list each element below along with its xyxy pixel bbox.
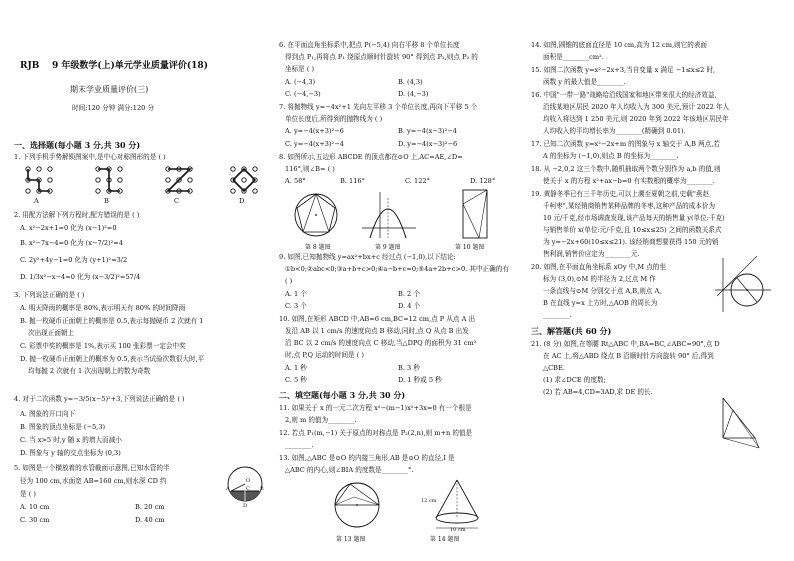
question-stem: 面积是________cm². (543, 53, 604, 61)
rotated-triangle-figure (715, 392, 765, 454)
question-stem: 为 y=−2x+60(10≤x≤21). 该经销商想要获得 150 元的销 (543, 238, 719, 246)
option-d: D. 1/3x²−x−4=0 化为 (x−3/2)²=57/4 (20, 273, 141, 281)
question-stem: ________. (285, 441, 314, 449)
option-c: C. 30 cm (20, 516, 50, 524)
question-stem: 标为 (3,0),⊙M 的半径为 2,过点 M 作 (543, 275, 656, 283)
question-stem: 与销售单价 x(单位:元/千克,且 10≤x≤25) 之间的函数关系式 (543, 226, 722, 234)
question-stem: 坐标是 ( ) (285, 65, 315, 73)
option-a: A. 1 个 (285, 290, 307, 298)
option-a: A. 明天降雨的概率是 80%,表示明天有 80% 的时间降雨 (20, 304, 186, 312)
question-stem: 沿 BC 以 2 cm/s 的速度向点 C 移动,当△DPQ 的面积为 31 cm² (285, 339, 477, 347)
option-c: C. 2y²+4y−1=0 化为 (y+1)²=3/2 (20, 256, 128, 264)
section-title: 一、选择题(每小题 3 分,共 30 分) (14, 140, 141, 150)
option-c: C. 5 秒 (285, 376, 307, 384)
question-stem: 千柯枣",某经销商销售某种品牌的冬枣,这种产品的成本价为 (543, 202, 716, 210)
figure-caption: 第 8 题图 (305, 244, 331, 251)
option-d-cont: 均每抛 2 次就有 1 次出现朝上的数为奇数 (28, 367, 151, 375)
triangle-incircle-figure (330, 478, 384, 532)
question-stem: 使关于 x 的方程 x²+ax−b=0 有实数根的概率为________. (543, 177, 715, 185)
fig-label: D (243, 503, 248, 508)
fig-label: B (260, 486, 264, 492)
cone-figure (420, 476, 490, 532)
question-stem: 时,点 P,Q 运动的时间是 ( ) (285, 351, 364, 359)
option-b: B. 20 cm (135, 503, 165, 511)
option-a: A. 图象的开口向下 (20, 410, 76, 418)
question-stem: (1) 求∠DCE 的度数; (543, 376, 606, 384)
option-b: B. 2 个 (398, 290, 420, 298)
question-stem: 得到点 P₁,再将点 P₁ 绕原点顺时针旋转 90° 得到点 P₂,则点 P₂ 的 (285, 53, 478, 61)
question-stem: 是 ( ) (20, 490, 36, 498)
question-stem: 3. 下列说法正确的是 ( ) (14, 291, 85, 299)
fig-label: 12 cm (421, 498, 437, 504)
option-c: C. 3 个 (285, 302, 307, 310)
option-c: C. 122° (405, 177, 430, 185)
question-stem: B 在直线 y=x 上方时,△AOB 的周长为 (543, 299, 658, 307)
question-stem: 15. 如图二次函数 y=x²−2x+3,当自变量 x 满足 −1≤x≤2 时, (531, 66, 716, 74)
option-d: D. 图象与 y 轴的交点坐标为 (0,3) (20, 449, 121, 457)
question-stem: 16. 中国"一带一路"战略给沿线国家和地区带来很大的经济效益, (531, 91, 717, 99)
question-stem: ①b<0;②abc<0;③a+b+c>0;④a−b+c=0;⑤4a+2b+c>0. 其中正确的有 (285, 265, 509, 273)
exam-meta: 时间:120 分钟 满分:120 分 (72, 104, 155, 112)
question-stem: 1. 下列手机手势解锁图案中,是中心对称图形的是 ( ) (14, 153, 166, 161)
question-stem: 售利润,销售价应定为________元. (543, 250, 640, 258)
question-stem: △ABC 的内心,则∠BIA 的度数是________°. (285, 466, 414, 474)
option-a: A. x²−2x+1=0 化为 (x−1)²=0 (20, 224, 117, 232)
question-stem: 6. 在平面直角坐标系中,把点 P(−5,4) 向右平移 8 个单位长度 (279, 41, 460, 49)
option-a: A. y=−4(x+3)²−6 (285, 127, 344, 135)
option-b: B. 116° (340, 177, 365, 185)
question-stem: 2. 用配方法解下列方程时,配方错误的是 ( ) (14, 211, 140, 219)
option-d: D. 1 秒或 5 秒 (398, 376, 442, 384)
question-stem: 13. 如图,△ABC 是⊙O 的内接三角形,AB 是⊙O 的直径,I 是 (279, 454, 455, 462)
option-label: D (239, 197, 245, 205)
question-stem: 均收入将达到 1 250 美元,则 2020 年到 2022 年该地区居民年 (543, 115, 729, 123)
question-stem: △CBE. (543, 364, 565, 372)
option-d: D. 40 cm (135, 516, 165, 524)
option-a: A. (−4,3) (285, 78, 316, 86)
option-d: D. (4,−3) (398, 90, 429, 98)
option-c: C. 彩票中奖的概率是 1%,表示买 100 张彩票一定会中奖 (20, 342, 186, 350)
question-stem: 12. 若点 P₁(m,−1) 关于原点的对称点是 P₂(2,n),则 m+n 的值是 (279, 429, 473, 437)
page-subtitle: 期末学业质量评价(三) (70, 85, 149, 94)
option-b: B. y=−4(x−3)²−4 (398, 127, 457, 135)
option-b: B. x²−7x−4=0 化为 (x−7/2)²=4 (20, 239, 124, 247)
question-stem: A 的坐标为 (−1,0),则点 B 的坐标为________. (543, 152, 679, 160)
circle-coordinate-figure (713, 256, 773, 314)
question-stem: 函数 y 的最大值是________. (543, 78, 626, 86)
section-title: 三、解答题(共 60 分) (531, 326, 612, 336)
question-stem: 人均收入的平均增长率为________(精确到 0.01). (543, 127, 686, 135)
question-stem: 14. 如图,圆锥的底面直径是 10 cm,高为 12 cm,则它的表面 (531, 41, 708, 49)
parabola-figure (360, 190, 418, 240)
question-stem: 沿线某地区居民 2020 年人均收入为 300 美元,预计 2022 年人 (543, 103, 730, 111)
question-stem: 在 AC 上,将△ABD 绕点 B 沿顺时针方向旋转 90° 后,得到 (543, 352, 714, 360)
question-stem: 一条直线与⊙M 分别交于点 A,B,则点 A, (543, 287, 662, 295)
option-a: A. 58° (285, 177, 306, 185)
question-stem: 18. 从 −2,0,2 这三个数中,随机抽取两个数分别作为 a,b 的值,则 (531, 165, 721, 173)
question-stem: 10 元/千克,经市场调查发现,该产品每天的销售量 y(单位:千克) (543, 214, 725, 222)
option-a: A. 1 秒 (285, 364, 307, 372)
lock-pattern-figures (20, 163, 260, 209)
fig-label: C (246, 486, 250, 492)
option-b: B. 抛一枚硬币正面朝上的概率是 0.5,表示每抛硬币 2 次就有 1 (20, 317, 204, 325)
question-stem: 20. 如图,在平面直角坐标系 xOy 中,M 点的坐 (531, 263, 666, 271)
question-stem: 4. 对于二次函数 y=−3/5(x−5)²+3,下列说法正确的是 ( ) (14, 395, 185, 403)
option-d: D. 4 个 (398, 302, 421, 310)
question-stem: 单位长度后,所得到的抛物线为 ( ) (285, 115, 383, 123)
section-title: 二、填空题(每小题 3 分,共 30 分) (279, 390, 406, 400)
option-b: B. 3 秒 (398, 364, 420, 372)
option-a: A. 10 cm (20, 503, 50, 511)
option-label: B (104, 197, 109, 205)
pipe-cross-section-figure (222, 462, 268, 508)
option-b: B. (4,3) (398, 78, 423, 86)
figure-caption: 第 13 题图 (336, 536, 366, 543)
question-stem: 21. (8 分) 如图,在等腰 Rt△ABC 中,BA=BC,∠ABC=90°,点 D (531, 340, 720, 348)
option-b-cont: 次出现正面朝上 (28, 329, 75, 337)
fig-label: A (226, 486, 230, 492)
option-c: C. y=−4(x+3)²−4 (285, 140, 344, 148)
question-stem: ________. (543, 311, 572, 319)
question-stem: 7. 将抛物线 y=−4x²+1 先向左平移 3 个单位长度,再向下平移 5 个 (279, 103, 478, 111)
question-stem: 116°,则∠B= ( ) (285, 165, 335, 173)
series-code: RJB (20, 61, 40, 71)
question-stem: 19. 黄静冬季已有三千年历史,可以上溯至夏朝之前,史载"燕赵 (531, 190, 710, 198)
page-title: 9 年级数学(上)单元学业质量评价(18) (52, 61, 208, 71)
question-stem: 9. 如图,已知抛物线 y=ax²+bx+c 经过点 (−1,0),以下结论: (279, 253, 456, 261)
question-stem: 8. 如图所示,五边形 ABCDE 的顶点都在⊙O 上,AC=AE,∠D= (279, 153, 463, 161)
option-label: A (34, 197, 39, 205)
option-label: C (174, 197, 180, 205)
fig-label: O (246, 478, 251, 484)
question-stem: (2) 若 AB=4,CD=3AD,求 DE 的长. (543, 388, 653, 396)
question-stem: 17. 已知二次函数 y=x²−2x+m 的图象与 x 轴交于 A,B 两点,若 (531, 140, 721, 148)
option-c: C. (−4,−3) (285, 90, 321, 98)
option-d: D. y=−4(x−3)²−6 (398, 140, 458, 148)
question-stem: 11. 如果关于 x 的一元二次方程 x²−(m−1)x²+3x=0 有一个根是 (279, 404, 472, 412)
pentagon-circle-figure (287, 190, 345, 240)
option-c: C. 当 x>5 时,y 随 x 的增大而减小 (20, 436, 122, 444)
option-b: B. 图象的顶点坐标是 (−5,3) (20, 423, 106, 431)
question-stem: 发沿 AB 以 1 cm/s 的速度向点 B 移动,同时,点 Q 从点 B 出发 (285, 327, 469, 335)
question-stem: ( ) (285, 277, 293, 285)
figure-caption: 第 10 题图 (455, 244, 485, 251)
figure-caption: 第 9 题图 (375, 244, 401, 251)
question-stem: 10. 如图,在矩形 ABCD 中,AB=6 cm,BC=12 cm,点 P 从点 A 出 (279, 315, 476, 323)
figure-caption: 第 14 题图 (430, 536, 460, 543)
option-d: D. 抛一枚硬币正面朝上的概率为 0.5,表示当试验次数很大时,平 (20, 355, 205, 363)
option-d: D. 128° (470, 177, 496, 185)
question-stem: 2,则 m 的值为________. (285, 416, 357, 424)
rectangle-figure (455, 186, 495, 242)
question-stem: 径为 100 cm,水面宽 AB=160 cm,则水深 CD 约 (20, 477, 167, 485)
question-stem: 5. 如图是一个横放着的水管截面示意图,已知水管的半 (14, 464, 170, 472)
fig-label: 10 cm (450, 527, 466, 532)
